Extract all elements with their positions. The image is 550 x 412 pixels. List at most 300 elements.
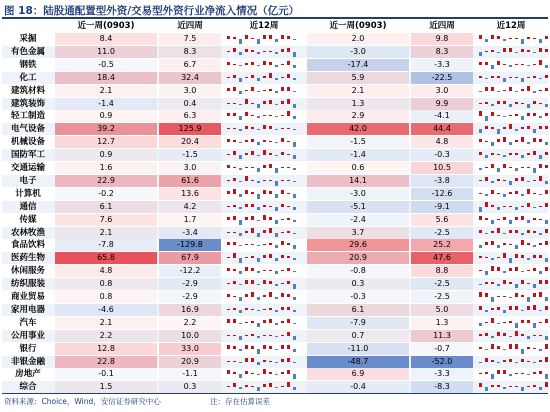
spark-bar <box>503 310 506 313</box>
spark-bar <box>539 292 542 297</box>
spark-bar <box>515 191 518 194</box>
industry-name: 传媒 <box>19 214 37 225</box>
spark-bar <box>485 271 488 275</box>
spark-bar <box>533 193 536 194</box>
spark-bar <box>503 271 506 273</box>
spark-bar <box>233 103 236 104</box>
spark-bar <box>239 245 242 246</box>
spark-bar <box>293 349 296 352</box>
spark-bar <box>545 267 548 271</box>
spark-bar <box>485 194 488 196</box>
spark-bar <box>269 308 272 310</box>
spark-bar <box>233 253 236 258</box>
trade-month-value: 9.8 <box>411 33 473 45</box>
spark-bar <box>527 77 530 78</box>
header-alloc-week: 近一周(0903) <box>77 21 135 31</box>
table-row <box>2 252 548 264</box>
spark-bar <box>251 75 254 78</box>
spark-bar <box>533 362 536 363</box>
spark-bar <box>491 336 494 338</box>
spark-bar <box>479 284 482 285</box>
spark-bar <box>245 217 248 220</box>
spark-bar <box>227 232 230 233</box>
spark-bar <box>275 39 278 42</box>
spark-bar <box>491 360 494 362</box>
spark-bar <box>257 194 260 199</box>
trade-week-value: 6.1 <box>307 304 409 316</box>
alloc-month-value: 8.3 <box>159 46 221 58</box>
trade-month-value: 1.3 <box>411 317 473 329</box>
spark-bar <box>533 268 536 271</box>
trade-week-value: 42.0 <box>307 123 409 135</box>
spark-bar <box>293 168 296 170</box>
spark-bar <box>275 349 278 350</box>
spark-bar <box>233 75 236 78</box>
trade-12w-sparkline <box>475 343 547 355</box>
spark-bar <box>503 322 506 323</box>
trade-12w-sparkline <box>475 33 547 45</box>
spark-bar <box>287 111 290 116</box>
trade-12w-sparkline <box>475 175 547 187</box>
alloc-12w-sparkline <box>223 123 305 135</box>
spark-bar <box>545 306 548 310</box>
spark-bar <box>527 297 530 302</box>
table-row <box>2 214 548 226</box>
industry-name: 商业贸易 <box>10 292 45 302</box>
spark-bar <box>293 194 296 198</box>
spark-bar <box>545 49 548 52</box>
spark-bar <box>545 344 548 349</box>
table-row <box>2 175 548 187</box>
table-row <box>2 136 548 148</box>
alloc-week-value: 2.2 <box>55 330 157 342</box>
alloc-week-value: 11.0 <box>55 46 157 58</box>
spark-bar <box>521 359 524 362</box>
spark-bar <box>275 52 278 54</box>
spark-bar <box>479 292 482 297</box>
spark-bar <box>239 387 242 389</box>
header-alloc-12w: 近12周 <box>249 21 279 31</box>
spark-bar <box>509 220 512 224</box>
spark-bar <box>479 306 482 310</box>
spark-bar <box>479 76 482 78</box>
spark-bar <box>497 115 500 116</box>
alloc-month-value: 6.3 <box>159 110 221 122</box>
spark-bar <box>545 297 548 301</box>
spark-bar <box>497 193 500 194</box>
spark-bar <box>497 91 500 92</box>
spark-bar <box>233 113 236 116</box>
spark-bar <box>521 39 524 44</box>
spark-bar <box>227 345 230 349</box>
bottom-rule <box>2 393 548 394</box>
spark-bar <box>479 362 482 363</box>
spark-bar <box>479 62 482 65</box>
spark-bar <box>485 62 488 65</box>
spark-bar <box>533 91 536 93</box>
spark-bar <box>521 216 524 220</box>
table-row <box>2 188 548 200</box>
header-industry <box>2 20 54 32</box>
spark-bar <box>233 48 236 52</box>
spark-bar <box>251 268 254 271</box>
spark-bar <box>509 124 512 129</box>
spark-bar <box>503 164 506 168</box>
spark-bar <box>539 206 542 207</box>
spark-bar <box>509 386 512 387</box>
spark-bar <box>227 154 230 155</box>
spark-bar <box>263 125 266 129</box>
spark-bar <box>281 180 284 181</box>
trade-month-value: -0.7 <box>411 343 473 355</box>
spark-bar <box>257 258 260 262</box>
industry-name: 综合 <box>19 382 37 393</box>
spark-bar <box>227 51 230 52</box>
spark-bar <box>239 310 242 313</box>
spark-bar <box>293 91 296 92</box>
spark-bar <box>497 307 500 310</box>
trade-12w-sparkline <box>475 201 547 213</box>
spark-bar <box>275 271 278 274</box>
trade-month-value: 25.2 <box>411 239 473 251</box>
spark-bar <box>509 77 512 78</box>
spark-bar <box>527 374 530 375</box>
spark-bar <box>509 153 512 155</box>
spark-bar <box>521 240 524 245</box>
spark-bar <box>545 88 548 91</box>
alloc-12w-sparkline <box>223 136 305 148</box>
table-row <box>2 227 548 239</box>
spark-bar <box>515 102 518 104</box>
spark-bar <box>293 104 296 108</box>
spark-bar <box>251 192 254 194</box>
spark-bar <box>503 116 506 117</box>
spark-bar <box>545 75 548 78</box>
spark-bar <box>275 155 278 156</box>
spark-bar <box>521 103 524 104</box>
spark-bar <box>479 152 482 155</box>
spark-bar <box>509 344 512 349</box>
spark-bar <box>257 374 260 375</box>
spark-bar <box>245 335 248 336</box>
alloc-12w-sparkline <box>223 33 305 45</box>
spark-bar <box>515 306 518 310</box>
spark-bar <box>275 310 278 312</box>
spark-bar <box>275 362 278 363</box>
spark-bar <box>479 256 482 258</box>
spark-bar <box>251 280 254 284</box>
spark-bar <box>521 373 524 374</box>
estimate-note: 注：存在估算误差 <box>210 397 270 406</box>
spark-bar <box>527 243 530 245</box>
spark-bar <box>251 103 254 104</box>
spark-bar <box>509 192 512 194</box>
spark-bar <box>545 142 548 145</box>
trade-month-value: -9.1 <box>411 201 473 213</box>
industry-name: 建筑装饰 <box>10 98 45 109</box>
industry-name: 有色金属 <box>10 46 45 57</box>
spark-bar <box>257 297 260 300</box>
spark-bar <box>527 386 530 387</box>
spark-bar <box>287 167 290 168</box>
spark-bar <box>527 65 530 66</box>
spark-bar <box>539 78 542 79</box>
spark-bar <box>515 91 518 92</box>
spark-bar <box>287 61 290 65</box>
alloc-week-value: 4.8 <box>55 265 157 277</box>
industry-name: 轻工制造 <box>10 111 45 122</box>
spark-bar <box>479 139 482 142</box>
spark-bar <box>545 104 548 107</box>
spark-bar <box>497 61 500 65</box>
alloc-week-value: 0.8 <box>55 291 157 303</box>
alloc-12w-sparkline <box>223 381 305 393</box>
spark-bar <box>485 387 488 391</box>
spark-bar <box>515 129 518 131</box>
trade-week-value: 5.9 <box>307 72 409 84</box>
table-row <box>2 343 548 355</box>
spark-bar <box>527 306 530 310</box>
spark-bar <box>533 168 536 173</box>
spark-bar <box>521 255 524 258</box>
spark-bar <box>287 294 290 297</box>
alloc-month-value: 0.3 <box>159 381 221 393</box>
spark-bar <box>545 336 548 340</box>
spark-bar <box>263 165 266 168</box>
spark-bar <box>527 258 530 260</box>
spark-bar <box>533 348 536 349</box>
spark-bar <box>515 344 518 349</box>
spark-bar <box>263 76 266 78</box>
alloc-12w-sparkline <box>223 252 305 264</box>
trade-week-value: -1.5 <box>307 136 409 148</box>
spark-bar <box>245 257 248 258</box>
spark-bar <box>227 294 230 297</box>
spark-bar <box>293 181 296 182</box>
spark-bar <box>227 206 230 207</box>
spark-bar <box>245 385 248 387</box>
spark-bar <box>287 180 290 181</box>
spark-bar <box>485 372 488 374</box>
spark-bar <box>479 180 482 181</box>
trade-week-value: 0.6 <box>307 162 409 174</box>
spark-bar <box>239 374 242 378</box>
spark-bar <box>233 361 236 362</box>
spark-bar <box>227 319 230 323</box>
spark-bar <box>245 167 248 168</box>
spark-bar <box>227 103 230 104</box>
spark-bar <box>521 167 524 168</box>
alloc-week-value: 12.8 <box>55 343 157 355</box>
spark-bar <box>527 126 530 129</box>
spark-bar <box>263 384 266 387</box>
spark-bar <box>515 362 518 363</box>
spark-bar <box>497 168 500 172</box>
spark-bar <box>503 280 506 284</box>
spark-bar <box>491 297 494 302</box>
spark-bar <box>281 307 284 310</box>
spark-bar <box>233 140 236 142</box>
spark-bar <box>245 322 248 323</box>
source-note: 资料来源：Choice，Wind，安信证券研究中心 <box>4 397 161 406</box>
alloc-month-value: -2.9 <box>159 278 221 290</box>
spark-bar <box>527 153 530 155</box>
alloc-12w-sparkline <box>223 162 305 174</box>
spark-bar <box>269 89 272 91</box>
spark-bar <box>239 207 242 209</box>
trade-month-value: 47.6 <box>411 252 473 264</box>
table-row <box>2 291 548 303</box>
spark-bar <box>539 139 542 142</box>
industry-name: 纺织服装 <box>10 279 45 290</box>
alloc-month-value: 10.0 <box>159 330 221 342</box>
spark-bar <box>503 206 506 207</box>
spark-bar <box>497 219 500 220</box>
alloc-week-value: 22.9 <box>55 175 157 187</box>
spark-bar <box>533 64 536 65</box>
spark-bar <box>539 194 542 195</box>
spark-bar <box>233 269 236 271</box>
spark-bar <box>503 101 506 104</box>
spark-bar <box>503 39 506 41</box>
spark-bar <box>281 64 284 65</box>
spark-bar <box>281 204 284 207</box>
spark-bar <box>545 126 548 129</box>
trade-week-value: -5.1 <box>307 201 409 213</box>
spark-bar <box>485 218 488 220</box>
trade-week-value: 0.3 <box>307 278 409 290</box>
trade-month-value: 10.5 <box>411 162 473 174</box>
spark-bar <box>257 39 260 44</box>
spark-bar <box>233 308 236 310</box>
spark-bar <box>233 178 236 181</box>
spark-bar <box>533 245 536 247</box>
spark-bar <box>491 65 494 69</box>
spark-bar <box>539 48 542 52</box>
spark-bar <box>227 283 230 284</box>
alloc-week-value: 2.1 <box>55 85 157 97</box>
spark-bar <box>233 64 236 65</box>
spark-bar <box>533 255 536 258</box>
spark-bar <box>539 39 542 43</box>
spark-bar <box>251 228 254 233</box>
spark-bar <box>293 271 296 272</box>
spark-bar <box>503 127 506 129</box>
trade-week-value: 29.6 <box>307 239 409 251</box>
spark-bar <box>491 308 494 310</box>
spark-bar <box>263 295 266 297</box>
spark-bar <box>257 52 260 54</box>
spark-bar <box>257 142 260 145</box>
alloc-week-value: -0.1 <box>55 368 157 380</box>
spark-bar <box>527 220 530 223</box>
spark-bar <box>293 362 296 363</box>
spark-bar <box>491 231 494 233</box>
spark-bar <box>533 218 536 220</box>
trade-month-value: -4.1 <box>411 110 473 122</box>
spark-bar <box>281 293 284 297</box>
spark-bar <box>545 165 548 168</box>
spark-bar <box>287 370 290 374</box>
spark-bar <box>251 256 254 258</box>
page-title: 图 18：陆股通配置型外资/交易型外资行业净流入情况（亿元） <box>4 5 300 17</box>
spark-bar <box>275 78 278 80</box>
spark-bar <box>251 292 254 297</box>
spark-bar <box>491 112 494 116</box>
spark-bar <box>497 101 500 104</box>
alloc-12w-sparkline <box>223 85 305 97</box>
spark-bar <box>485 116 488 121</box>
spark-bar <box>515 178 518 181</box>
trade-12w-sparkline <box>475 110 547 122</box>
spark-bar <box>275 65 278 67</box>
spark-bar <box>491 344 494 349</box>
spark-bar <box>539 360 542 362</box>
spark-bar <box>479 383 482 387</box>
spark-bar <box>281 345 284 349</box>
spark-bar <box>527 189 530 194</box>
trade-12w-sparkline <box>475 72 547 84</box>
spark-bar <box>545 65 548 68</box>
spark-bar <box>509 142 512 145</box>
spark-bar <box>515 38 518 39</box>
trade-12w-sparkline <box>475 304 547 316</box>
industry-name: 化工 <box>19 72 37 83</box>
trade-12w-sparkline <box>475 214 547 226</box>
spark-bar <box>275 284 278 286</box>
spark-bar <box>485 126 488 129</box>
spark-bar <box>515 254 518 258</box>
spark-bar <box>293 387 296 390</box>
spark-bar <box>269 281 272 284</box>
spark-bar <box>293 284 296 289</box>
spark-bar <box>269 73 272 78</box>
spark-bar <box>257 155 260 156</box>
alloc-12w-sparkline <box>223 59 305 71</box>
spark-bar <box>491 35 494 39</box>
spark-bar <box>269 319 272 323</box>
spark-bar <box>239 194 242 197</box>
spark-bar <box>281 255 284 258</box>
spark-bar <box>275 220 278 224</box>
trade-12w-sparkline <box>475 368 547 380</box>
spark-bar <box>227 268 230 271</box>
spark-bar <box>257 362 260 365</box>
alloc-12w-sparkline <box>223 201 305 213</box>
trade-12w-sparkline <box>475 227 547 239</box>
spark-bar <box>263 101 266 104</box>
spark-bar <box>293 78 296 80</box>
spark-bar <box>515 77 518 78</box>
spark-bar <box>479 52 482 56</box>
spark-bar <box>257 181 260 183</box>
spark-bar <box>275 168 278 173</box>
spark-bar <box>491 282 494 284</box>
spark-bar <box>227 257 230 258</box>
trade-12w-sparkline <box>475 123 547 135</box>
spark-bar <box>527 181 530 182</box>
spark-bar <box>509 268 512 271</box>
table-row <box>2 201 548 213</box>
spark-bar <box>503 296 506 297</box>
spark-bar <box>251 151 254 155</box>
spark-bar <box>251 204 254 207</box>
trade-12w-sparkline <box>475 252 547 264</box>
spark-bar <box>281 138 284 142</box>
industry-name: 电子 <box>19 175 37 186</box>
spark-bar <box>527 336 530 339</box>
spark-bar <box>485 177 488 181</box>
